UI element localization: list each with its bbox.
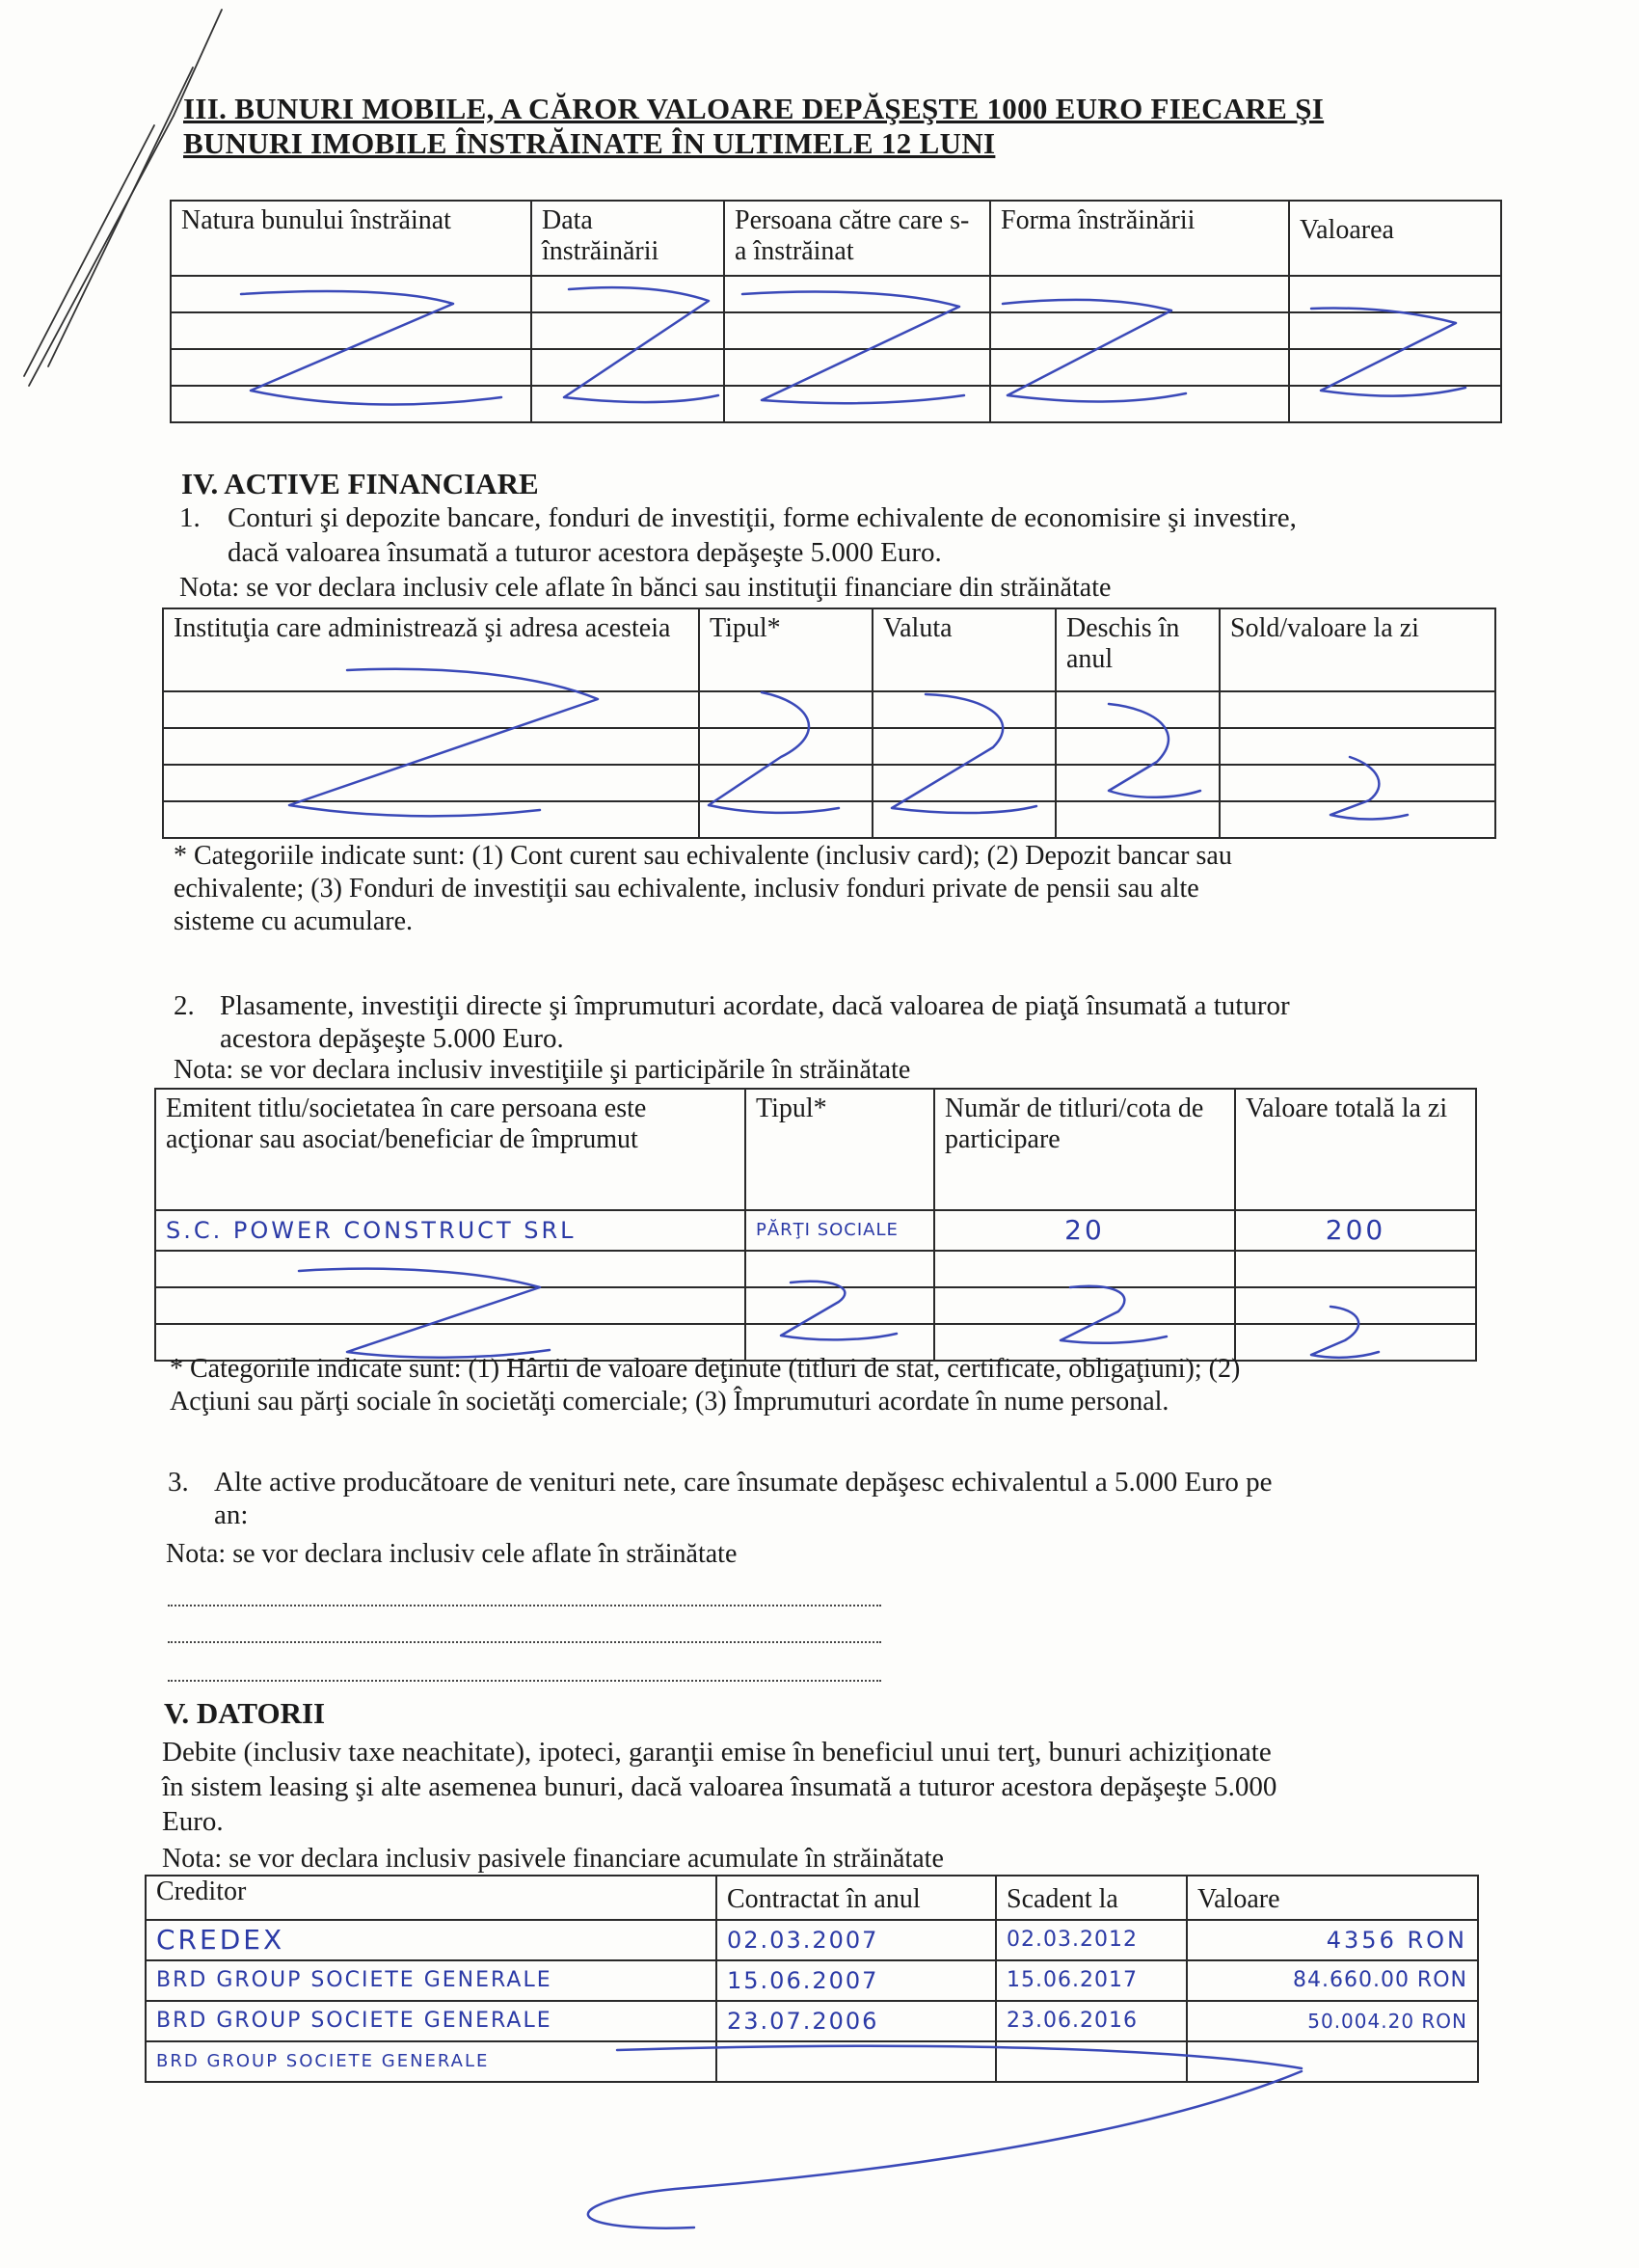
value-cell <box>1187 2041 1478 2082</box>
table-row <box>171 276 1501 312</box>
debts-table <box>145 1875 1479 2083</box>
alienated-assets-table <box>170 200 1502 423</box>
item-1-footnote-line3: sisteme cu acumulare. <box>174 906 414 936</box>
due-cell: 15.06.2017 <box>996 1960 1187 2001</box>
count-cell: 20 <box>934 1210 1235 1251</box>
table-header-row <box>155 1089 1476 1210</box>
creditor-cell: CREDEX <box>146 1920 716 1960</box>
item-3-number: 3. <box>168 1467 189 1498</box>
section-3-title-line1: III. BUNURI MOBILE, A CĂROR VALOARE DEPĂŞEŞTE 1000 EURO FIECARE ŞI <box>183 92 1325 125</box>
creditor-cell: BRD GROUP SOCIETE GENERALE <box>146 2041 716 2082</box>
scan-artifact <box>29 116 174 386</box>
table-row <box>146 1960 1478 2001</box>
item-1-footnote-line1: * Categoriile indicate sunt: (1) Cont curent sau echivalente (inclusiv card); (2) Depozit bancar sau <box>174 841 1232 871</box>
scan-artifact <box>24 125 154 376</box>
table-row <box>155 1210 1476 1251</box>
section-4-title: IV. ACTIVE FINANCIARE <box>181 467 539 500</box>
col-header: Persoana către care s-a înstrăinat <box>724 201 990 276</box>
table-row <box>171 349 1501 386</box>
col-header: Tipul* <box>699 608 873 691</box>
section-3-title-line2: BUNURI IMOBILE ÎNSTRĂINATE ÎN ULTIMELE 12 LUNI <box>183 126 996 160</box>
item-1-note: Nota: se vor declara inclusiv cele aflate în bănci sau instituţii financiare din străinătate <box>179 573 1112 603</box>
item-2-number: 2. <box>174 990 195 1021</box>
table-row <box>171 312 1501 349</box>
contracted-cell <box>716 2041 996 2082</box>
col-header: Valoare totală la zi <box>1235 1089 1476 1210</box>
col-header: Emitent titlu/societatea în care persoana este acţionar sau asociat/beneficiar de împrumut <box>155 1089 745 1210</box>
value-cell: 84.660.00 RON <box>1187 1960 1478 2001</box>
strike-mark <box>588 2071 1302 2228</box>
col-header: Număr de titluri/cota de participare <box>934 1089 1235 1210</box>
section-5-line3: Euro. <box>162 1806 224 1837</box>
col-header: Sold/valoare la zi <box>1220 608 1495 691</box>
item-3-note: Nota: se vor declara inclusiv cele aflate în străinătate <box>166 1539 738 1569</box>
creditor-cell: BRD GROUP SOCIETE GENERALE <box>146 1960 716 2001</box>
item-1-number: 1. <box>179 502 201 533</box>
table-header-row <box>171 201 1501 276</box>
col-header: Valoare <box>1187 1876 1478 1920</box>
investments-table <box>154 1088 1477 1362</box>
col-header: Deschis în anul <box>1056 608 1220 691</box>
contracted-cell: 02.03.2007 <box>716 1920 996 1960</box>
table-row <box>163 765 1495 801</box>
table-row <box>171 386 1501 422</box>
section-5-line2: în sistem leasing şi alte asemenea bunuri, dacă valoarea însumată a tuturor acestora depăşeşte 5.000 <box>162 1771 1277 1802</box>
value-cell: 4356 RON <box>1187 1920 1478 1960</box>
col-header: Instituţia care administrează şi adresa acesteia <box>163 608 699 691</box>
table-row <box>155 1251 1476 1287</box>
item-2-footnote-line2: Acţiuni sau părţi sociale în societăţi comerciale; (3) Împrumuturi acordate în nume personal. <box>170 1387 1169 1417</box>
due-cell <box>996 2041 1187 2082</box>
table-row <box>163 801 1495 838</box>
table-row <box>146 2041 1478 2082</box>
due-cell: 23.06.2016 <box>996 2001 1187 2041</box>
col-header: Valuta <box>873 608 1056 691</box>
table-header-row <box>146 1876 1478 1920</box>
contracted-cell: 23.07.2006 <box>716 2001 996 2041</box>
creditor-cell: BRD GROUP SOCIETE GENERALE <box>146 2001 716 2041</box>
value-cell: 200 <box>1235 1210 1476 1251</box>
item-2-note: Nota: se vor declara inclusiv investiţiile şi participările în străinătate <box>174 1055 911 1085</box>
item-2-footnote-line1: * Categoriile indicate sunt: (1) Hârtii de valoare deţinute (titluri de stat, certificate, obligaţiuni); (2) <box>170 1354 1241 1384</box>
dotted-line <box>168 1603 881 1606</box>
item-1-line2: dacă valoarea însumată a tuturor acestora depăşeşte 5.000 Euro. <box>228 537 942 568</box>
bank-accounts-table <box>162 608 1496 839</box>
item-2-line2: acestora depăşeşte 5.000 Euro. <box>220 1023 564 1054</box>
table-row <box>146 1920 1478 1960</box>
table-row <box>163 691 1495 728</box>
table-row <box>163 728 1495 765</box>
item-3-line1: Alte active producătoare de venituri nete, care însumate depăşesc echivalentul a 5.000 Euro pe <box>214 1467 1273 1498</box>
section-5-title: V. DATORII <box>164 1696 326 1730</box>
item-3-line2: an: <box>214 1499 249 1530</box>
col-header: Creditor <box>146 1876 716 1920</box>
due-cell: 02.03.2012 <box>996 1920 1187 1960</box>
dotted-line <box>168 1678 881 1682</box>
col-header: Data înstrăinării <box>531 201 724 276</box>
item-1-line1: Conturi şi depozite bancare, fonduri de investiţii, forme echivalente de economisire şi investire, <box>228 502 1297 533</box>
type-cell: PĂRŢI SOCIALE <box>745 1210 934 1251</box>
col-header: Scadent la <box>996 1876 1187 1920</box>
contracted-cell: 15.06.2007 <box>716 1960 996 2001</box>
item-1-footnote-line2: echivalente; (3) Fonduri de investiţii sau echivalente, inclusiv fonduri private de pensii sau alte <box>174 874 1199 904</box>
col-header: Valoarea <box>1289 201 1501 276</box>
col-header: Contractat în anul <box>716 1876 996 1920</box>
dotted-line <box>168 1639 881 1643</box>
section-5-note: Nota: se vor declara inclusiv pasivele financiare acumulate în străinătate <box>162 1844 944 1874</box>
issuer-cell: S.C. POWER CONSTRUCT SRL <box>155 1210 745 1251</box>
col-header: Tipul* <box>745 1089 934 1210</box>
table-row <box>155 1287 1476 1324</box>
col-header: Forma înstrăinării <box>990 201 1289 276</box>
table-header-row <box>163 608 1495 691</box>
section-5-line1: Debite (inclusiv taxe neachitate), ipoteci, garanţii emise în beneficiul unui terţ, bunuri achiziţionate <box>162 1737 1272 1768</box>
item-2-line1: Plasamente, investiţii directe şi împrumuturi acordate, dacă valoarea de piaţă însumată a tuturor <box>220 990 1290 1021</box>
table-row <box>146 2001 1478 2041</box>
value-cell: 50.004.20 RON <box>1187 2001 1478 2041</box>
col-header: Natura bunului înstrăinat <box>171 201 531 276</box>
